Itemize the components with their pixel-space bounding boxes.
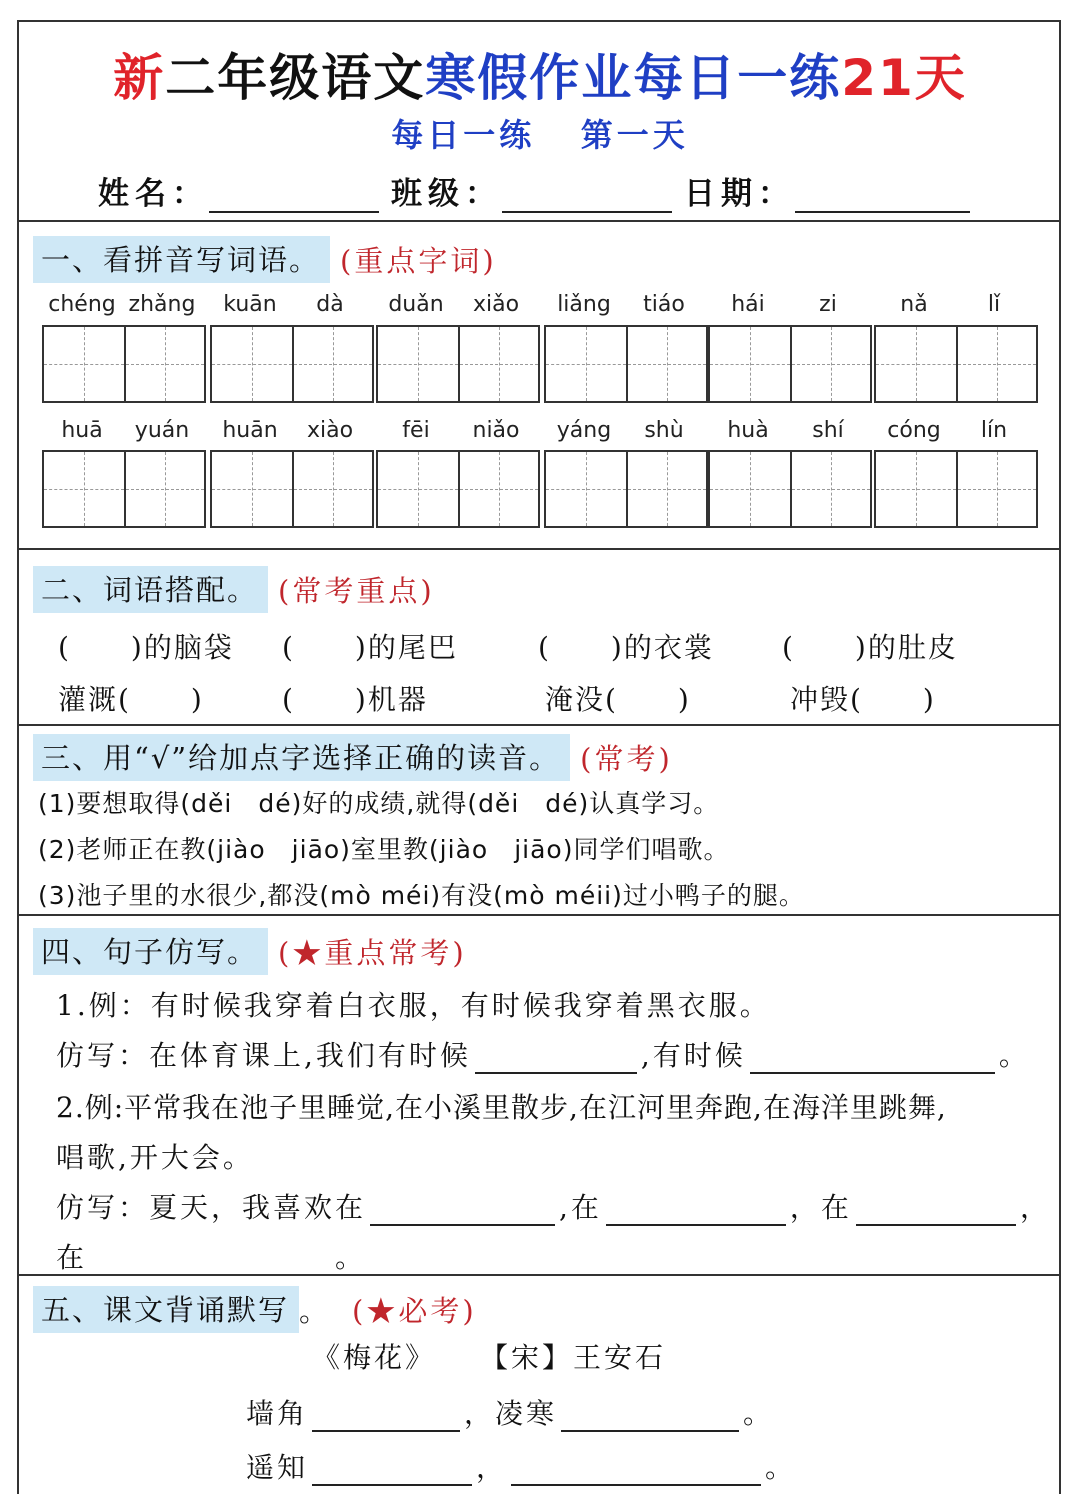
answer-blank[interactable] bbox=[511, 1454, 761, 1486]
character-cell[interactable] bbox=[626, 327, 706, 401]
word-grid[interactable] bbox=[210, 450, 374, 528]
pinyin-label: tiáo bbox=[643, 292, 685, 317]
section5-header bbox=[33, 1286, 477, 1333]
match-item: 淹没( ) bbox=[545, 683, 691, 716]
word-grid[interactable] bbox=[874, 325, 1038, 403]
imitation-2-mid2: ，在 bbox=[789, 1191, 852, 1224]
reading-question-1: (1)要想取得(děi dé)好的成绩,就得(děi dé)认真学习。 bbox=[38, 789, 720, 818]
pinyin-label: yáng bbox=[556, 418, 612, 443]
character-cell[interactable] bbox=[458, 327, 538, 401]
section-divider bbox=[17, 1274, 1061, 1276]
match-item: ( )的肚皮 bbox=[782, 631, 958, 664]
pinyin-label: chéng bbox=[48, 292, 116, 317]
poem-line-2-end: 。 bbox=[765, 1451, 797, 1484]
pinyin-label: zi bbox=[819, 292, 837, 317]
pinyin-label: kuān bbox=[223, 292, 277, 317]
date-field[interactable] bbox=[795, 175, 970, 213]
character-cell[interactable] bbox=[378, 327, 458, 401]
reading-question-2: (2)老师正在教(jiào jiāo)室里教(jiào jiāo)同学们唱歌。 bbox=[38, 835, 730, 864]
pinyin-label: yuán bbox=[134, 418, 190, 443]
character-cell[interactable] bbox=[292, 452, 372, 526]
character-cell[interactable] bbox=[546, 452, 626, 526]
word-grid[interactable] bbox=[210, 325, 374, 403]
example-sentence-2-line2: 唱歌,开大会。 bbox=[56, 1141, 254, 1174]
imitation-2-prefix: 仿写：夏天，我喜欢在 bbox=[56, 1191, 367, 1224]
section5-title: 五、课文背诵默写 bbox=[33, 1286, 299, 1333]
character-cell[interactable] bbox=[710, 327, 790, 401]
imitation-line-2 bbox=[56, 1186, 1051, 1226]
title-part-blue: 寒假作业每日一练 bbox=[425, 49, 842, 107]
imitation-2-mid3: ， bbox=[1019, 1191, 1051, 1224]
answer-blank[interactable] bbox=[475, 1042, 637, 1074]
character-cell[interactable] bbox=[378, 452, 458, 526]
character-cell[interactable] bbox=[546, 327, 626, 401]
character-cell[interactable] bbox=[212, 327, 292, 401]
poem-line-1-start: 墙角 bbox=[246, 1397, 309, 1430]
section-divider bbox=[17, 548, 1061, 550]
imitation-2-cont-prefix: 在 bbox=[56, 1241, 88, 1274]
section3-header bbox=[33, 734, 673, 781]
page-title bbox=[0, 38, 1080, 110]
example-sentence-1: 1.例：有时候我穿着白衣服，有时候我穿着黑衣服。 bbox=[56, 989, 771, 1022]
imitation-2-mid1: ,在 bbox=[559, 1191, 602, 1224]
section1-title: 一、看拼音写词语。 bbox=[33, 236, 330, 283]
pinyin-label: lín bbox=[980, 418, 1008, 443]
poem-line-1-end: 。 bbox=[743, 1397, 775, 1430]
character-cell[interactable] bbox=[292, 327, 372, 401]
pinyin-label: lǐ bbox=[987, 292, 1001, 317]
pinyin-label: nǎ bbox=[900, 292, 928, 317]
pinyin-label: hái bbox=[731, 292, 765, 317]
word-grid[interactable] bbox=[376, 450, 540, 528]
character-cell[interactable] bbox=[790, 327, 870, 401]
example-sentence-2-line1: 2.例:平常我在池子里睡觉,在小溪里散步,在江河里奔跑,在海洋里跳舞, bbox=[56, 1091, 947, 1124]
imitation-2-end: 。 bbox=[335, 1241, 367, 1274]
word-grid[interactable] bbox=[708, 450, 872, 528]
match-item: ( )机器 bbox=[282, 683, 428, 716]
class-field[interactable] bbox=[502, 175, 672, 213]
poem-line-2 bbox=[246, 1446, 796, 1486]
character-cell[interactable] bbox=[956, 327, 1036, 401]
section4-tag: (★重点常考) bbox=[278, 936, 467, 970]
answer-blank[interactable] bbox=[312, 1454, 472, 1486]
pinyin-label: shí bbox=[812, 418, 844, 443]
name-label: 姓名： bbox=[98, 176, 209, 212]
word-grid[interactable] bbox=[42, 450, 206, 528]
pinyin-label: huà bbox=[727, 418, 769, 443]
pinyin-label: zhǎng bbox=[128, 292, 196, 317]
answer-blank[interactable] bbox=[606, 1194, 786, 1226]
word-grid[interactable] bbox=[708, 325, 872, 403]
section3-title: 三、用“√”给加点字选择正确的读音。 bbox=[33, 734, 570, 781]
imitation-line-1 bbox=[56, 1034, 1030, 1074]
character-cell[interactable] bbox=[458, 452, 538, 526]
word-grid[interactable] bbox=[544, 325, 708, 403]
section5-tag: (★必考) bbox=[352, 1294, 477, 1328]
section5-title-end: 。 bbox=[299, 1294, 329, 1328]
word-grid[interactable] bbox=[544, 450, 708, 528]
character-cell[interactable] bbox=[124, 452, 204, 526]
pinyin-label: huā bbox=[61, 418, 103, 443]
poem-author: 【宋】王安石 bbox=[480, 1341, 667, 1374]
character-cell[interactable] bbox=[44, 327, 124, 401]
page-subtitle: 每日一练 第一天 bbox=[391, 116, 689, 154]
section2-header bbox=[33, 566, 435, 613]
section1-tag: (重点字词) bbox=[340, 244, 497, 278]
poem-line-1-mid: ，凌寒 bbox=[464, 1397, 558, 1430]
section2-title: 二、词语搭配。 bbox=[33, 566, 268, 613]
section-divider bbox=[17, 220, 1061, 222]
pinyin-label: huān bbox=[222, 418, 278, 443]
match-item: 冲毁( ) bbox=[790, 683, 936, 716]
pinyin-label: fēi bbox=[402, 418, 430, 443]
title-part-days: 21天 bbox=[841, 49, 967, 107]
answer-blank[interactable] bbox=[370, 1194, 555, 1226]
pinyin-label: xiǎo bbox=[472, 292, 520, 317]
word-grid[interactable] bbox=[42, 325, 206, 403]
character-cell[interactable] bbox=[212, 452, 292, 526]
pinyin-label: xiào bbox=[306, 418, 354, 443]
answer-blank[interactable] bbox=[91, 1244, 331, 1276]
title-part-red: 新 bbox=[113, 49, 166, 107]
student-info-row bbox=[98, 168, 982, 213]
word-grid[interactable] bbox=[874, 450, 1038, 528]
section4-title: 四、句子仿写。 bbox=[33, 928, 268, 975]
match-item: 灌溉( ) bbox=[58, 683, 204, 716]
character-cell[interactable] bbox=[124, 327, 204, 401]
character-cell[interactable] bbox=[626, 452, 706, 526]
section4-header bbox=[33, 928, 467, 975]
poem-line-2-mid: ， bbox=[476, 1451, 508, 1484]
answer-blank[interactable] bbox=[561, 1400, 739, 1432]
pinyin-label: liǎng bbox=[557, 292, 611, 317]
answer-blank[interactable] bbox=[750, 1042, 995, 1074]
match-item: ( )的衣裳 bbox=[538, 631, 714, 664]
character-cell[interactable] bbox=[956, 452, 1036, 526]
section2-tag: (常考重点) bbox=[278, 574, 435, 608]
character-cell[interactable] bbox=[790, 452, 870, 526]
pinyin-label: niǎo bbox=[472, 418, 520, 443]
pinyin-label: shù bbox=[644, 418, 684, 443]
poem-title: 《梅花》 bbox=[312, 1341, 437, 1374]
pinyin-label: duǎn bbox=[388, 292, 444, 317]
name-field[interactable] bbox=[209, 175, 379, 213]
imitation-1-mid: ,有时候 bbox=[640, 1039, 746, 1072]
section3-tag: (常考) bbox=[580, 742, 673, 776]
imitation-line-2-cont bbox=[56, 1236, 366, 1276]
word-grid[interactable] bbox=[376, 325, 540, 403]
match-item: ( )的尾巴 bbox=[282, 631, 458, 664]
answer-blank[interactable] bbox=[856, 1194, 1016, 1226]
character-cell[interactable] bbox=[876, 452, 956, 526]
section-divider bbox=[17, 914, 1061, 916]
class-label: 班级： bbox=[391, 176, 502, 212]
title-part-black: 二年级语文 bbox=[165, 49, 426, 107]
date-label: 日期： bbox=[684, 176, 795, 212]
poem-line-1 bbox=[246, 1392, 774, 1432]
reading-question-3: (3)池子里的水很少,都没(mò méi)有没(mò méii)过小鸭子的腿。 bbox=[38, 881, 805, 910]
section1-header bbox=[33, 236, 497, 283]
answer-blank[interactable] bbox=[312, 1400, 460, 1432]
section-divider bbox=[17, 724, 1061, 726]
character-cell[interactable] bbox=[710, 452, 790, 526]
imitation-1-prefix: 仿写：在体育课上,我们有时候 bbox=[56, 1039, 471, 1072]
imitation-1-end: 。 bbox=[998, 1039, 1030, 1072]
match-item: ( )的脑袋 bbox=[58, 631, 234, 664]
poem-line-2-start: 遥知 bbox=[246, 1451, 309, 1484]
pinyin-label: dà bbox=[316, 292, 344, 317]
character-cell[interactable] bbox=[44, 452, 124, 526]
pinyin-label: cóng bbox=[887, 418, 941, 443]
character-cell[interactable] bbox=[876, 327, 956, 401]
